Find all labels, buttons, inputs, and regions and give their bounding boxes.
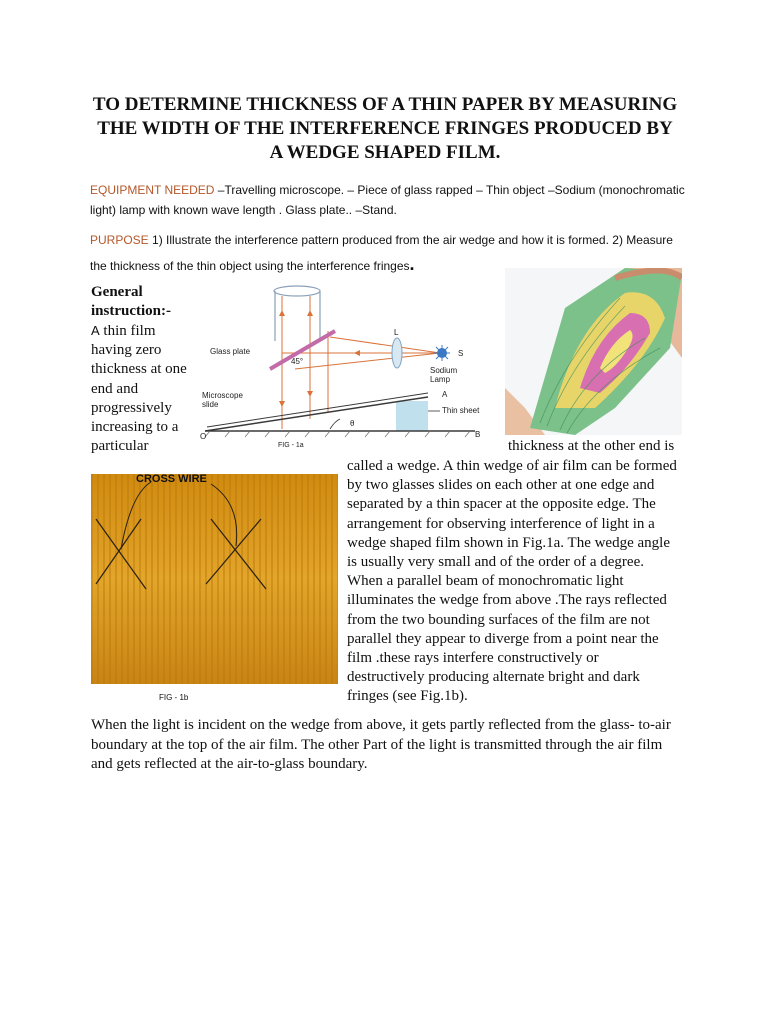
equipment-text: –Travelling microscope. – Piece of glass rapped – Thin object –Sodium (monochromatic light) lamp with known wave length . Glass plate.. –Stand. [90,183,685,217]
label-point-o: O [200,432,207,441]
purpose-end: . [409,254,415,274]
general-body: thin film having zero thickness at one end and progressively increasing to a particular [91,323,187,455]
caption-fig1a: FIG - 1a [278,442,304,449]
general-first-word: A [91,323,100,338]
label-glass-plate: Glass plate [210,347,251,356]
label-lamp-1: Sodium [430,366,458,375]
general-text [91,321,191,456]
general-heading: General instruction:- [91,284,171,319]
label-point-a: A [442,390,448,399]
equipment-label: EQUIPMENT NEEDED [90,183,215,197]
label-lens: L [394,328,399,337]
purpose-label: PURPOSE [90,233,149,247]
label-point-b: B [475,430,481,439]
purpose-text: 1) Illustrate the interference pattern produced from the air wedge and how it is formed. 2) Measure the thickness of the thin object using the interference fringes [90,233,673,273]
wrapped-text-column: called a wedge. A thin wedge of air film can be formed by two glasses slides on each other at one edge and separated by a thin spacer at the opposite edge. The arrangement for observing interference of light in a wedge shaped film shown in Fig.1a. The wedge angle is usually very small and of the order of a degree. When a parallel beam of monochromatic light illuminates the wedge from above .The rays reflected from the two bounding surfaces of the film are not parallel they appear to diverge from a point near the film .these rays interfere constructively or destructively producing alternate bright and dark fringes (see Fig.1b). [347,458,677,705]
label-theta: θ [350,419,355,428]
label-slide-1: Microscope [202,391,243,400]
document-title: TO DETERMINE THICKNESS OF A THIN PAPER BY MEASURING THE WIDTH OF THE INTERFERENCE FRINGES PRODUCED BY A WEDGE SHAPED FILM. [92,94,678,163]
label-slide-2: slide [202,400,219,409]
wedge-interference-photo [505,268,682,435]
cross-wire-fringe-image [91,474,338,704]
caption-fig1b: FIG - 1b [159,693,189,702]
label-angle: 45° [291,357,304,366]
wrapped-text-first-line: thickness at the other end is [508,438,675,454]
label-thin-sheet: Thin sheet [442,406,480,415]
bottom-paragraph: When the light is incident on the wedge from above, it gets partly reflected from the glass- to-air boundary at the top of the air film. The other Part of the light is transmitted through the air film and gets reflected at the air-to-glass boundary. [91,717,671,772]
label-source: S [458,349,464,358]
wedge-setup-diagram [190,281,498,451]
label-lamp-2: Lamp [430,375,451,384]
equipment-paragraph [90,180,690,220]
label-cross-wire: CROSS WIRE [136,474,207,485]
